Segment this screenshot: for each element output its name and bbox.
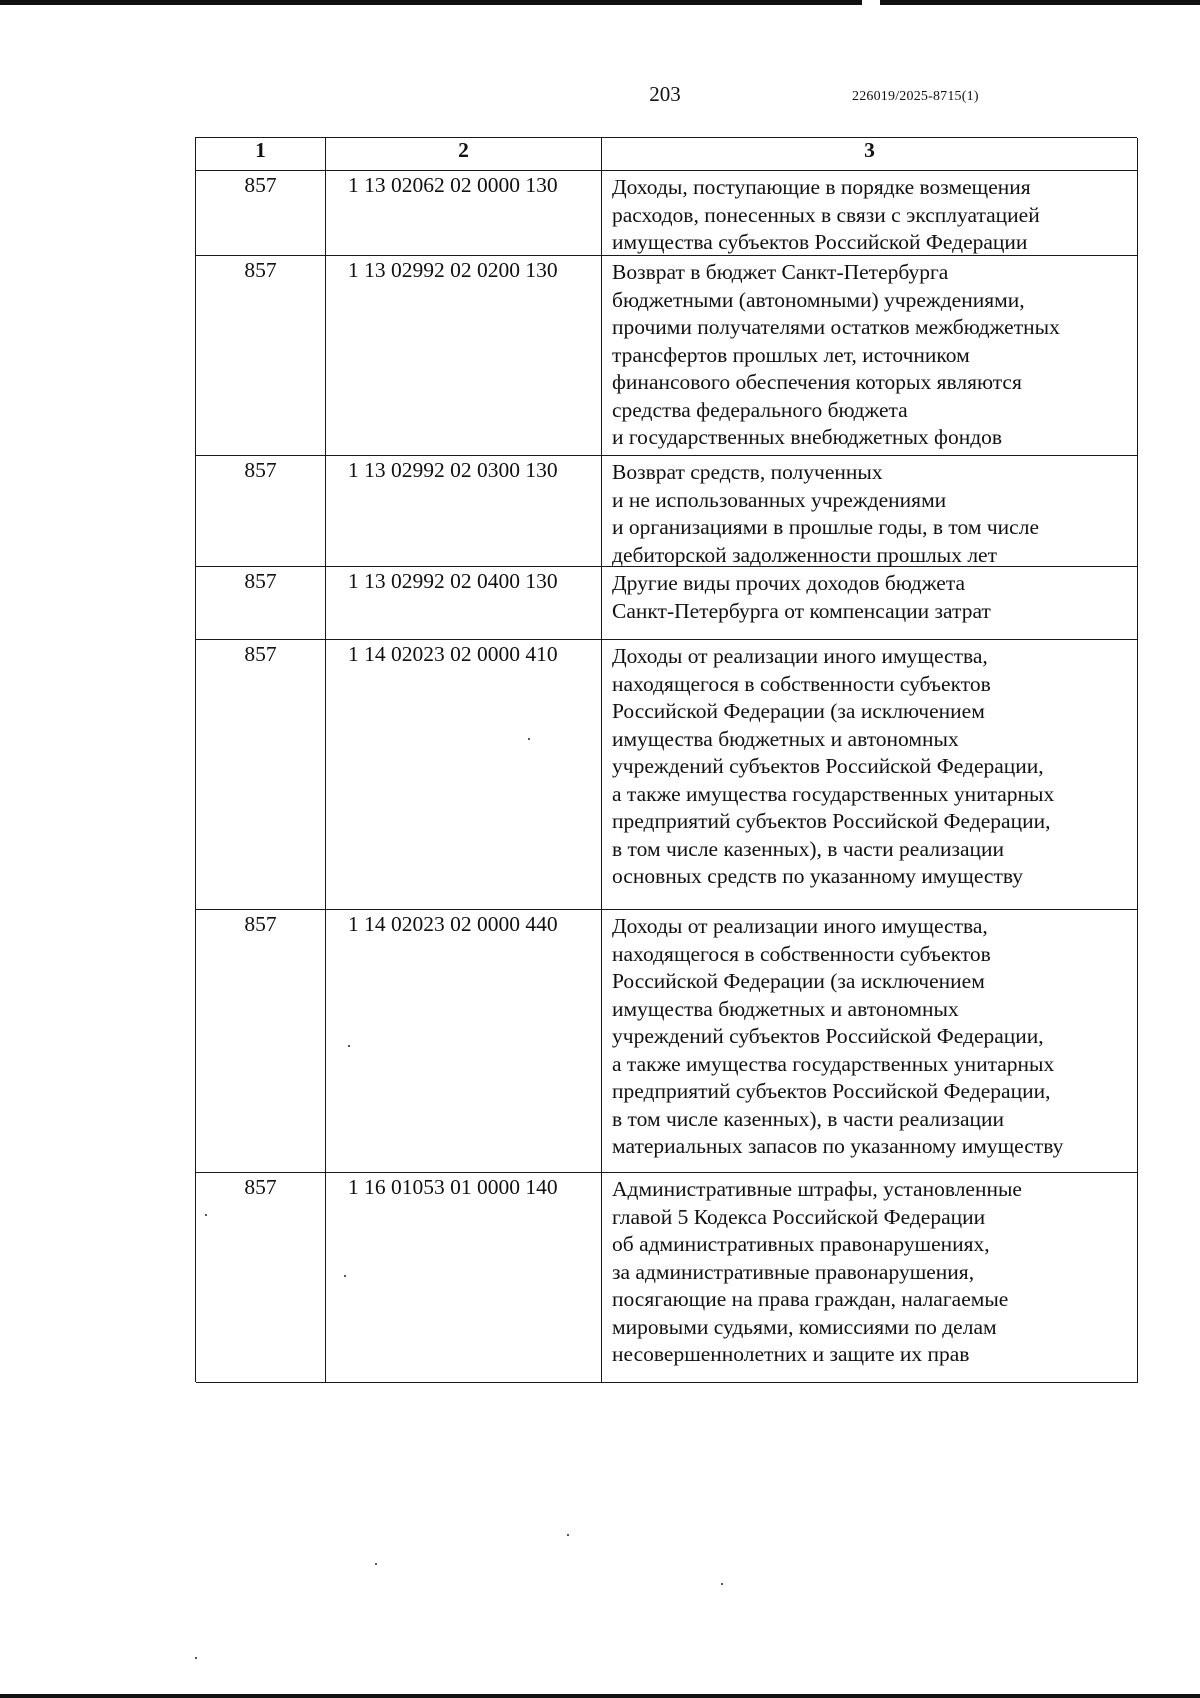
page-number: 203: [649, 82, 681, 106]
revenue-description-cell: Административные штрафы, установленные главой 5 Кодекса Российской Федерации об административных правонарушениях, за административные правонарушения, посягающие на права граждан, налагаемые мировыми судьями, комиссиями по делам несовершеннолетних и защите их прав: [602, 1173, 1138, 1382]
revenue-description-cell: Возврат средств, полученных и не использованных учреждениями и организациями в прошлые годы, в том числе дебиторской задолженности прошлых лет: [602, 456, 1138, 566]
scan-edge-top-left: [0, 0, 862, 5]
revenue-description-cell: Доходы, поступающие в порядке возмещения расходов, понесенных в связи с эксплуатацией имущества субъектов Российской Федерации: [602, 171, 1138, 255]
table-row: [196, 256, 1138, 456]
header-col-3: 3: [602, 138, 1138, 170]
table-row: [196, 640, 1138, 910]
table-row: [196, 1173, 1138, 1383]
revenue-code-cell: 1 13 02992 02 0300 130: [326, 456, 602, 566]
admin-code-cell: 857: [196, 640, 326, 909]
admin-code-cell: 857: [196, 256, 326, 455]
admin-code-cell: 857: [196, 1173, 326, 1382]
revenue-description-cell: Доходы от реализации иного имущества, находящегося в собственности субъектов Российской Федерации (за исключением имущества бюджетных и автономных учреждений субъектов Российской Федерации, а также имущества государственных унитарных предприятий субъектов Российской Федерации, в том числе казенных), в части реализации материальных запасов по указанному имуществу: [602, 910, 1138, 1172]
revenue-description-cell: Доходы от реализации иного имущества, находящегося в собственности субъектов Российской Федерации (за исключением имущества бюджетных и автономных учреждений субъектов Российской Федерации, а также имущества государственных унитарных предприятий субъектов Российской Федерации, в том числе казенных), в части реализации основных средств по указанному имуществу: [602, 640, 1138, 909]
admin-code-cell: 857: [196, 456, 326, 566]
table-row: [196, 910, 1138, 1173]
table-row: [196, 567, 1138, 640]
table-row: [196, 171, 1138, 256]
revenue-code-cell: 1 14 02023 02 0000 440: [326, 910, 602, 1172]
admin-code-cell: 857: [196, 567, 326, 639]
document-id: 226019/2025-8715(1): [852, 89, 979, 104]
table-row: [196, 456, 1138, 567]
revenue-code-cell: 1 13 02062 02 0000 130: [326, 171, 602, 255]
admin-code-cell: 857: [196, 910, 326, 1172]
revenue-code-cell: 1 13 02992 02 0400 130: [326, 567, 602, 639]
revenue-code-cell: 1 14 02023 02 0000 410: [326, 640, 602, 909]
header-col-2: 2: [326, 138, 602, 170]
scan-speck: [375, 1563, 377, 1565]
revenue-description-cell: Другие виды прочих доходов бюджета Санкт-Петербурга от компенсации затрат: [602, 567, 1138, 639]
scan-speck: [721, 1583, 723, 1585]
revenue-codes-table: [195, 137, 1137, 1382]
revenue-code-cell: 1 13 02992 02 0200 130: [326, 256, 602, 455]
header-col-1: 1: [196, 138, 326, 170]
table-header-row: [196, 138, 1138, 171]
scan-edge-top-right: [880, 0, 1200, 5]
revenue-description-cell: Возврат в бюджет Санкт-Петербурга бюджетными (автономными) учреждениями, прочими получателями остатков межбюджетных трансфертов прошлых лет, источником финансового обеспечения которых являются средства федерального бюджета и государственных внебюджетных фондов: [602, 256, 1138, 455]
scan-speck: [567, 1534, 569, 1536]
scan-edge-bottom: [0, 1694, 1200, 1698]
revenue-code-cell: 1 16 01053 01 0000 140: [326, 1173, 602, 1382]
admin-code-cell: 857: [196, 171, 326, 255]
scan-speck: [195, 1657, 197, 1659]
